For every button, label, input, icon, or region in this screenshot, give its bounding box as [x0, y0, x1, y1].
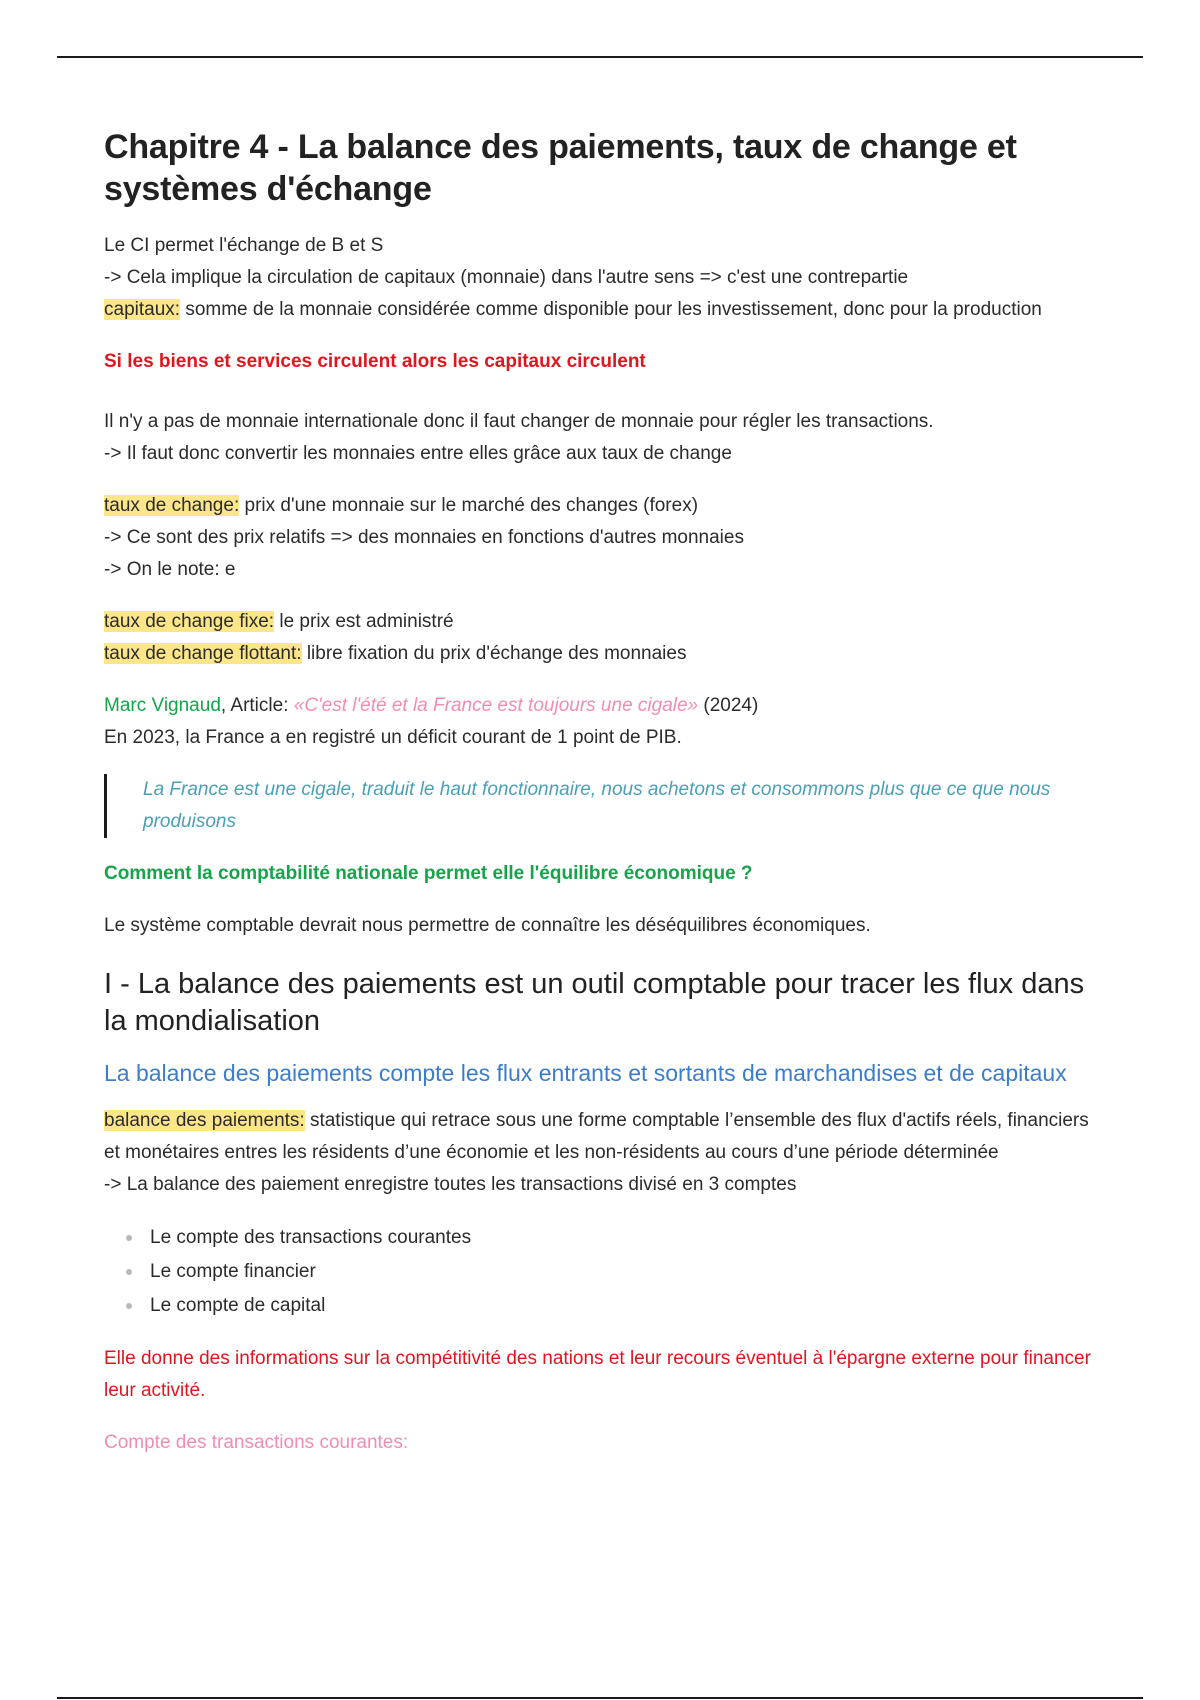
bullet-icon [126, 1303, 132, 1309]
fixe-def: le prix est administré [274, 611, 454, 632]
comptes-list [104, 1221, 1094, 1323]
article-block [104, 690, 1094, 754]
taux-line-2: -> Ce sont des prix relatifs => des monnaies en fonctions d'autres monnaies [104, 527, 744, 548]
article-citation [104, 690, 1094, 722]
capitaux-term: capitaux: [104, 299, 181, 320]
fixe-term: taux de change fixe: [104, 611, 275, 632]
question: Comment la comptabilité nationale permet elle l'équilibre économique ? [104, 863, 753, 884]
blockquote [104, 774, 1094, 838]
list-item [150, 1289, 1094, 1323]
bullet-icon [126, 1235, 132, 1241]
taux-block [104, 490, 1094, 586]
intro-block [104, 230, 1094, 326]
bdp-line-2: -> La balance des paiement enregistre toutes les transactions divisé en 3 comptes [104, 1174, 797, 1195]
intro-line-1: Le CI permet l'échange de B et S [104, 235, 384, 256]
flottant-term: taux de change flottant: [104, 643, 302, 664]
key-statement-block [104, 346, 1094, 378]
section-subheading: La balance des paiements compte les flux entrants et sortants de marchandises et de capitaux [104, 1060, 1067, 1086]
taux-def: prix d'une monnaie sur le marché des changes (forex) [239, 495, 699, 516]
monnaie-line-2: -> Il faut donc convertir les monnaies entre elles grâce aux taux de change [104, 443, 732, 464]
next-heading: Compte des transactions courantes: [104, 1432, 409, 1453]
list-item [150, 1221, 1094, 1255]
page-title: Chapitre 4 - La balance des paiements, taux de change et systèmes d'échange [104, 128, 1017, 208]
systeme-block [104, 910, 1094, 942]
document-page [104, 126, 1094, 1479]
taux-definition [104, 490, 1094, 522]
bullet-icon [126, 1269, 132, 1275]
list-item-text: Le compte financier [150, 1261, 316, 1282]
article-sep: , Article: [220, 695, 294, 716]
quote-text: La France est une cigale, traduit le haut fonctionnaire, nous achetons et consommons plus que ce que nous produisons [143, 779, 1051, 832]
taux-term: taux de change: [104, 495, 240, 516]
list-item [150, 1255, 1094, 1289]
systeme-text: Le système comptable devrait nous permettre de connaître les déséquilibres économiques. [104, 915, 871, 936]
monnaie-block [104, 406, 1094, 470]
article-line-2: En 2023, la France a en registré un déficit courant de 1 point de PIB. [104, 727, 682, 748]
flottant-definition [104, 638, 1094, 670]
article-year: (2024) [698, 695, 759, 716]
capitaux-definition [104, 294, 1094, 326]
article-title: «C'est l'été et la France est toujours une cigale» [293, 695, 699, 716]
top-rule [57, 56, 1143, 58]
flottant-def: libre fixation du prix d'échange des monnaies [301, 643, 687, 664]
question-block [104, 858, 1094, 890]
key-statement: Si les biens et services circulent alors les capitaux circulent [104, 351, 646, 372]
conclusion-text: Elle donne des informations sur la compétitivité des nations et leur recours éventuel à l'épargne externe pour financer leur activité. [104, 1348, 1091, 1401]
taux-line-3: -> On le note: e [104, 559, 236, 580]
fixe-definition [104, 606, 1094, 638]
conclusion-block [104, 1343, 1094, 1407]
monnaie-line-1: Il n'y a pas de monnaie internationale donc il faut changer de monnaie pour régler les transactions. [104, 411, 934, 432]
bdp-def: statistique qui retrace sous une forme comptable l’ensemble des flux d'actifs réels, financiers et monétaires entres les résidents d’une économie et les non-résidents au cours d’une période déterminée [104, 1110, 1089, 1163]
section-heading: I - La balance des paiements est un outil comptable pour tracer les flux dans la mondialisation [104, 968, 1085, 1037]
next-block [104, 1427, 1094, 1459]
bdp-definition [104, 1105, 1094, 1169]
list-item-text: Le compte des transactions courantes [150, 1227, 472, 1248]
bdp-block [104, 1105, 1094, 1201]
intro-line-2: -> Cela implique la circulation de capitaux (monnaie) dans l'autre sens => c'est une contrepartie [104, 267, 909, 288]
bottom-rule [57, 1697, 1143, 1699]
bdp-term: balance des paiements: [104, 1110, 305, 1131]
capitaux-def: somme de la monnaie considérée comme disponible pour les investissement, donc pour la production [180, 299, 1042, 320]
article-author: Marc Vignaud [104, 695, 221, 716]
fixe-block [104, 606, 1094, 670]
list-item-text: Le compte de capital [150, 1295, 326, 1316]
